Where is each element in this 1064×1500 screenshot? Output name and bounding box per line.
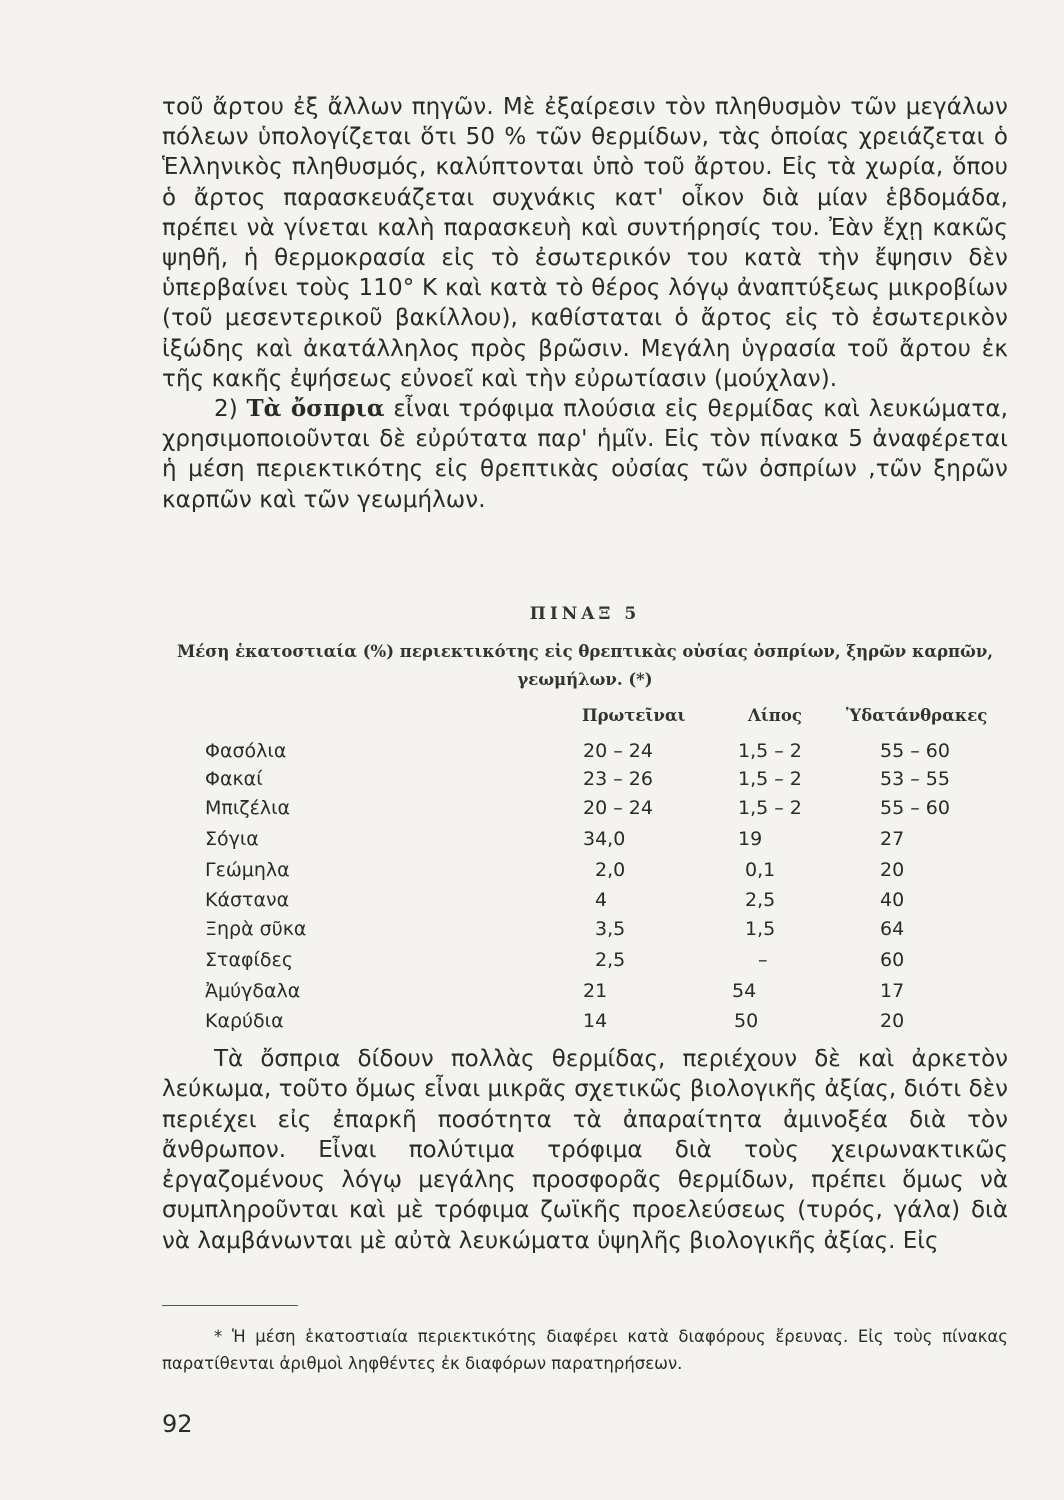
row-protein-value: 34,0: [583, 828, 626, 850]
row-fat-value: 1,5: [745, 918, 776, 940]
paragraph-legumes: [162, 394, 1008, 515]
row-food-name: Ἀμύγδαλα: [205, 980, 301, 1002]
column-header-carbs: Ὑδατάνθρακες: [846, 706, 988, 725]
footnote-divider: [162, 1305, 298, 1306]
row-protein-value: 2,5: [595, 949, 626, 971]
table-row: [0, 918, 1064, 946]
table-row: [0, 740, 1064, 768]
row-carbs-value: 17: [880, 980, 905, 1002]
row-fat-value: 19: [738, 828, 763, 850]
row-food-name: Φακαί: [205, 768, 263, 790]
row-carbs-value: 60: [880, 949, 905, 971]
row-food-name: Φασόλια: [205, 740, 287, 762]
table-row: [0, 1010, 1064, 1038]
footnote-text: * Ἡ μέση ἑκατοστιαία περιεκτικότης διαφέρει κατὰ διαφόρους ἔρευνας. Εἰς τοὺς πίνακας παρατίθενται ἀριθμοὶ ληφθέντες ἐκ διαφόρων παρατηρήσεων.: [162, 1327, 1008, 1373]
table-row: [0, 889, 1064, 917]
row-fat-value: –: [758, 949, 768, 971]
table-row: [0, 980, 1064, 1008]
row-protein-value: 20 – 24: [583, 797, 653, 819]
row-food-name: Ξηρὰ σῦκα: [205, 918, 307, 940]
table-row: [0, 768, 1064, 796]
table-row: [0, 949, 1064, 977]
row-fat-value: 1,5 – 2: [738, 797, 802, 819]
row-food-name: Σταφίδες: [205, 949, 293, 971]
row-protein-value: 4: [595, 889, 608, 911]
table-row: [0, 859, 1064, 887]
row-protein-value: 3,5: [595, 918, 626, 940]
row-carbs-value: 55 – 60: [880, 797, 950, 819]
row-protein-value: 20 – 24: [583, 740, 653, 762]
paragraph-legumes-number: 2): [214, 396, 247, 423]
table-caption: [162, 638, 1008, 694]
body-text-top: [162, 92, 1008, 515]
row-carbs-value: 55 – 60: [880, 740, 950, 762]
row-food-name: Σόγια: [205, 828, 259, 850]
row-food-name: Καρύδια: [205, 1010, 284, 1032]
row-food-name: Μπιζέλια: [205, 797, 291, 819]
page-number: 92: [162, 1410, 193, 1438]
body-text-bottom: [162, 1044, 1008, 1256]
row-food-name: Γεώμηλα: [205, 859, 290, 881]
row-fat-value: 2,5: [745, 889, 776, 911]
column-header-fat: Λίπος: [748, 706, 802, 725]
row-carbs-value: 27: [880, 828, 905, 850]
paragraph-legumes-value: Τὰ ὄσπρια δίδουν πολλὰς θερμίδας, περιέχουν δὲ καὶ ἀρκετὸν λεύκωμα, τοῦτο ὅμως εἶναι μικρᾶς σχετικῶς βιολογικῆς ἀξίας, διότι δὲν περιέχει εἰς ἐπαρκῆ ποσότητα τὰ ἀπαραίτητα ἀμινοξέα διὰ τὸν ἄνθρωπον. Εἶναι πολύτιμα τρόφιμα διὰ τοὺς χειρωνακτικῶς ἐργαζομένους λόγῳ μεγάλης προσφορᾶς θερμίδων, πρέπει ὅμως νὰ συμπληροῦνται καὶ μὲ τρόφιμα ζωϊκῆς προελεύσεως (τυρός, γάλα) διὰ νὰ λαμβάνωνται μὲ αὐτὰ λευκώματα ὑψηλῆς βιολογικῆς ἀξίας. Εἰς: [162, 1046, 1008, 1254]
row-food-name: Κάστανα: [205, 889, 290, 911]
row-carbs-value: 40: [880, 889, 905, 911]
paragraph-bread: τοῦ ἄρτου ἐξ ἄλλων πηγῶν. Μὲ ἐξαίρεσιν τὸν πληθυσμὸν τῶν μεγάλων πόλεων ὑπολογίζεται ὅτι 50 % τῶν θερμίδων, τὰς ὁποίας χρειάζεται ὁ Ἑλληνικὸς πληθυσμός, καλύπτονται ὑπὸ τοῦ ἄρτου. Εἰς τὰ χωρία, ὅπου ὁ ἄρτος παρασκευάζεται συχνάκις κατ' οἶκον διὰ μίαν ἑβδομάδα, πρέπει νὰ γίνεται καλὴ παρασκευὴ καὶ συντήρησίς του. Ἐὰν ἔχῃ κακῶς ψηθῆ, ἡ θερμοκρασία εἰς τὸ ἐσωτερικόν του κατὰ τὴν ἔψησιν δὲν ὑπερβαίνει τοὺς 110° Κ καὶ κατὰ τὸ θέρος λόγῳ ἀναπτύξεως μικροβίων (τοῦ μεσεντερικοῦ βακίλλου), καθίσταται ὁ ἄρτος εἰς τὸ ἐσωτερικὸν ἰξώδης καὶ ἀκατάλληλος πρὸς βρῶσιν. Μεγάλη ὑγρασία τοῦ ἄρτου ἐκ τῆς κακῆς ἐψήσεως εὐνοεῖ καὶ τὴν εὐρωτίασιν (μούχλαν).: [162, 94, 1008, 392]
table-title: ΠΙΝΑΞ 5: [529, 604, 641, 624]
table-caption-line-1: Μέση ἑκατοστιαία (%) περιεκτικότης εἰς θρεπτικὰς οὐσίας ὀσπρίων, ξηρῶν καρπῶν,: [176, 642, 994, 661]
row-carbs-value: 20: [880, 859, 905, 881]
table-row: [0, 797, 1064, 825]
row-fat-value: 50: [734, 1010, 759, 1032]
row-carbs-value: 20: [880, 1010, 905, 1032]
column-header-protein: Πρωτεῖναι: [582, 706, 686, 725]
row-carbs-value: 53 – 55: [880, 768, 950, 790]
table-row: [0, 828, 1064, 856]
row-protein-value: 2,0: [595, 859, 626, 881]
row-carbs-value: 64: [880, 918, 905, 940]
row-protein-value: 14: [583, 1010, 608, 1032]
row-fat-value: 1,5 – 2: [738, 768, 802, 790]
row-fat-value: 0,1: [745, 859, 776, 881]
row-fat-value: 1,5 – 2: [738, 740, 802, 762]
row-protein-value: 21: [583, 980, 608, 1002]
paragraph-legumes-heading: Τὰ ὄσπρια: [246, 395, 385, 423]
row-protein-value: 23 – 26: [583, 768, 653, 790]
paragraph-legumes-text: εἶναι τρόφιμα πλούσια εἰς θερμίδας καὶ λευκώματα, χρησιμοποιοῦνται δὲ εὐρύτατα παρ' ἡμῖν. Εἰς τὸν πίνακα 5 ἀναφέρεται ἡ μέση περιεκτικότης εἰς θρεπτικὰς οὐσίας τῶν ὀσπρίων ,τῶν ξηρῶν καρπῶν καὶ τῶν γεωμήλων.: [162, 396, 1008, 513]
row-fat-value: 54: [732, 980, 757, 1002]
footnote: [162, 1323, 1008, 1377]
table-caption-line-2: γεωμήλων. (*): [517, 670, 653, 689]
